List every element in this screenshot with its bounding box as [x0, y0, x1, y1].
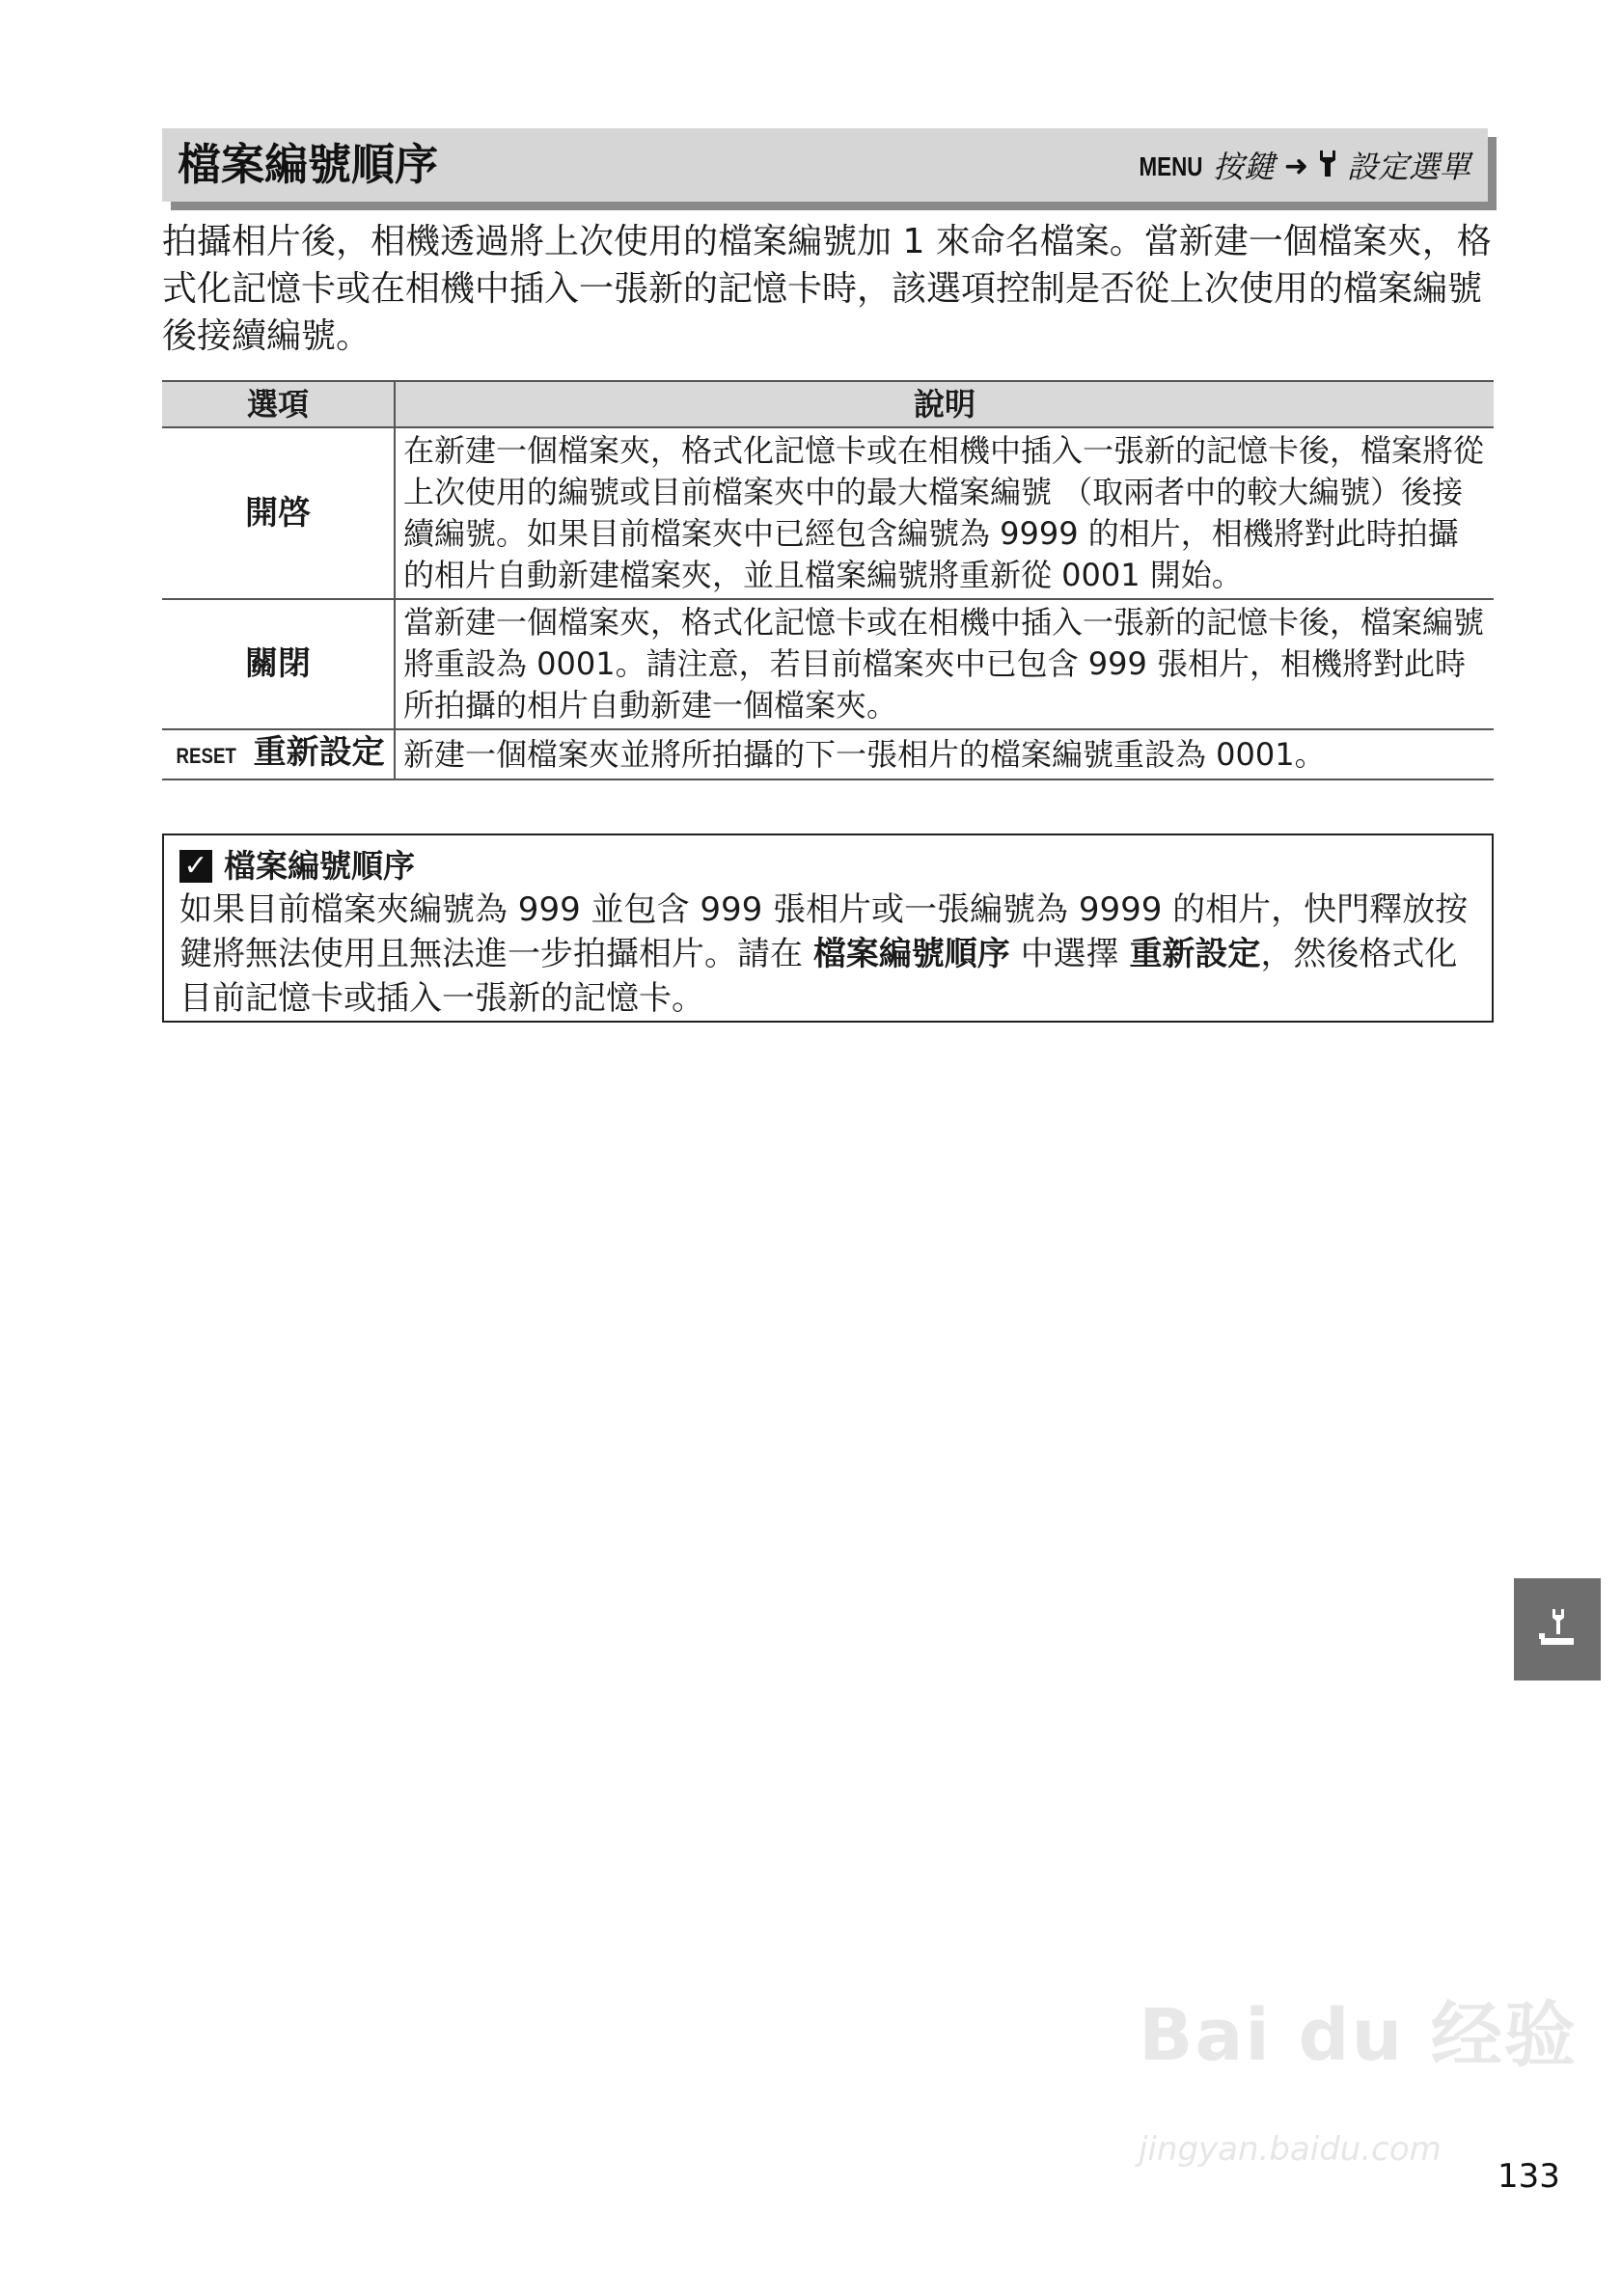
- table-row: [162, 427, 1494, 599]
- note-box: [162, 834, 1494, 1023]
- watermark-logo: Bai du 经验: [1139, 1994, 1578, 2077]
- note-text: ，然後格式化目前記憶卡或插入一張新的記憶卡。: [179, 935, 1458, 1018]
- note-header: [179, 845, 1476, 888]
- column-header-description: 說明: [395, 381, 1494, 427]
- arrow-icon: ➜: [1283, 150, 1308, 183]
- button-label: 按鍵: [1212, 149, 1275, 185]
- option-description: 在新建一個檔案夾，格式化記憶卡或在相機中插入一張新的記憶卡後，檔案將從上次使用的編號或目前檔案夾中的最大檔案編號 （取兩者中的較大編號）後接續編號。如果目前檔案夾中已經包含編號為 9999 的相片，相機將對此時拍攝的相片自動新建檔案夾，並且檔案編號將重新從 0001 開始。: [395, 427, 1494, 599]
- option-description: 新建一個檔案夾並將所拍攝的下一張相片的檔案編號重設為 0001。: [395, 729, 1494, 779]
- table-row: [162, 729, 1494, 779]
- reset-icon: RESET: [176, 744, 237, 768]
- wrench-icon: [1318, 148, 1337, 186]
- option-description: 當新建一個檔案夾，格式化記憶卡或在相機中插入一張新的記憶卡後，檔案編號將重設為 0001。請注意，若目前檔案夾中已包含 999 張相片，相機將對此時所拍攝的相片自動新建一個檔案夾。: [395, 599, 1494, 729]
- intro-paragraph: 拍攝相片後，相機透過將上次使用的檔案編號加 1 來命名檔案。當新建一個檔案夾，格式化記憶卡或在相機中插入一張新的記憶卡時，該選項控制是否從上次使用的檔案編號後接續編號。: [162, 222, 1492, 356]
- page-title: 檔案編號順序: [178, 139, 439, 190]
- page-number: 133: [1497, 2157, 1560, 2196]
- setup-menu-tab: [1514, 1578, 1601, 1681]
- options-table: [162, 380, 1494, 780]
- table-header-row: [162, 381, 1494, 427]
- option-reset: [162, 729, 395, 779]
- note-bold-term: 檔案編號順序: [812, 935, 1010, 973]
- breadcrumb: [1123, 148, 1470, 186]
- setup-menu-label: 設定選單: [1346, 149, 1470, 185]
- table-row: [162, 599, 1494, 729]
- watermark-url: jingyan.baidu.com: [1139, 2130, 1442, 2169]
- checkmark-icon: ✓: [179, 850, 212, 883]
- note-body: [179, 888, 1476, 1021]
- note-title: 檔案編號順序: [224, 847, 415, 885]
- section-header: [162, 128, 1488, 202]
- menu-label: MENU: [1139, 151, 1203, 181]
- option-reset-label: 重新設定: [253, 733, 385, 772]
- option-on: 開啓: [162, 427, 395, 599]
- setup-menu-icon: [1535, 1605, 1580, 1654]
- column-header-option: 選項: [162, 381, 395, 427]
- note-text: 如果目前檔案夾編號為 999 並包含 999 張相片或一張編號為 9999 的相片，快門釋放按鍵將無法使用且無法進一步拍攝相片。請在: [179, 890, 1469, 973]
- note-bold-term: 重新設定: [1129, 935, 1261, 973]
- option-off: 關閉: [162, 599, 395, 729]
- note-text: 中選擇: [1009, 935, 1130, 973]
